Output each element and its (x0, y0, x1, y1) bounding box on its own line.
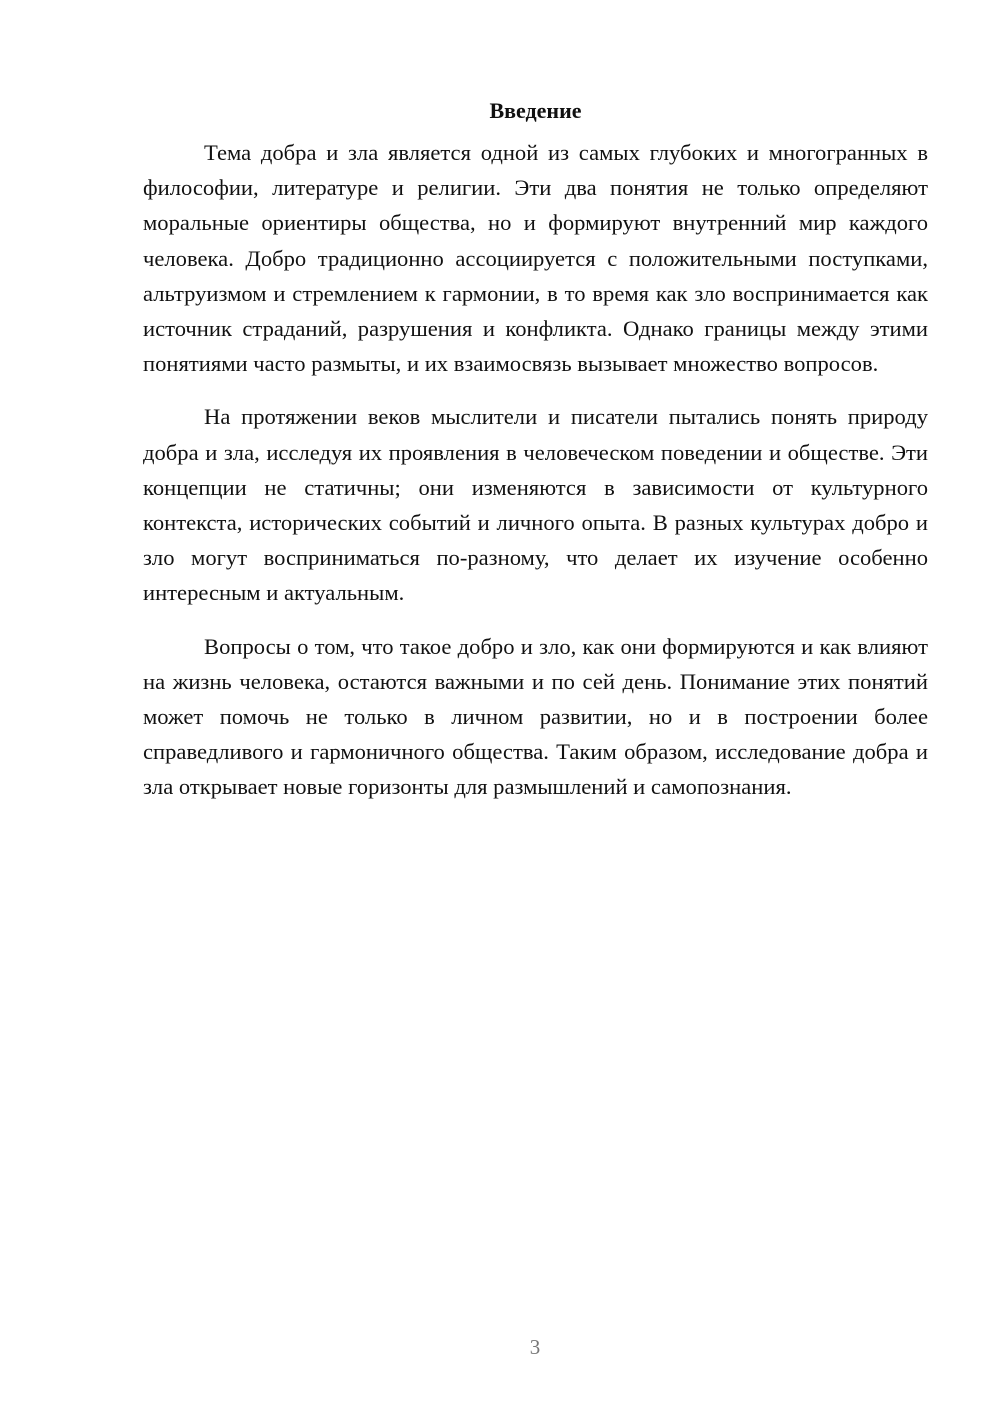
page-number: 3 (529, 1335, 541, 1359)
paragraph-2: На протяжении веков мыслители и писатели пытались понять природу добра и зла, исследуя их проявления в человеческом поведении и обществе. Эти концепции не статичны; они изменяются в зависимости от культурного контекста, исторических событий и личного опыта. В разных культурах добро и зло могут восприниматься по-разному, что делает их изучение особенно интересным и актуальным. (143, 404, 928, 606)
paragraph-1: Тема добра и зла является одной из самых глубоких и многогранных в философии, литературе и религии. Эти два понятия не только определяют моральные ориентиры общества, но и формируют внутренний мир каждого человека. Добро традиционно ассоциируется с положительными поступками, альтруизмом и стремлением к гармонии, в то время как зло воспринимается как источник страданий, разрушения и конфликта. Однако границы между этими понятиями часто размыты, и их взаимосвязь вызывает множество вопросов. (143, 140, 928, 377)
section-title: Введение (489, 98, 582, 123)
paragraph-3: Вопросы о том, что такое добро и зло, как они формируются и как влияют на жизнь человека, остаются важными и по сей день. Понимание этих понятий может помочь не только в личном развитии, но и в построении более справедливого и гармоничного общества. Таким образом, исследование добра и зла открывает новые горизонты для размышлений и самопознания. (143, 633, 928, 800)
page-content (143, 97, 928, 823)
